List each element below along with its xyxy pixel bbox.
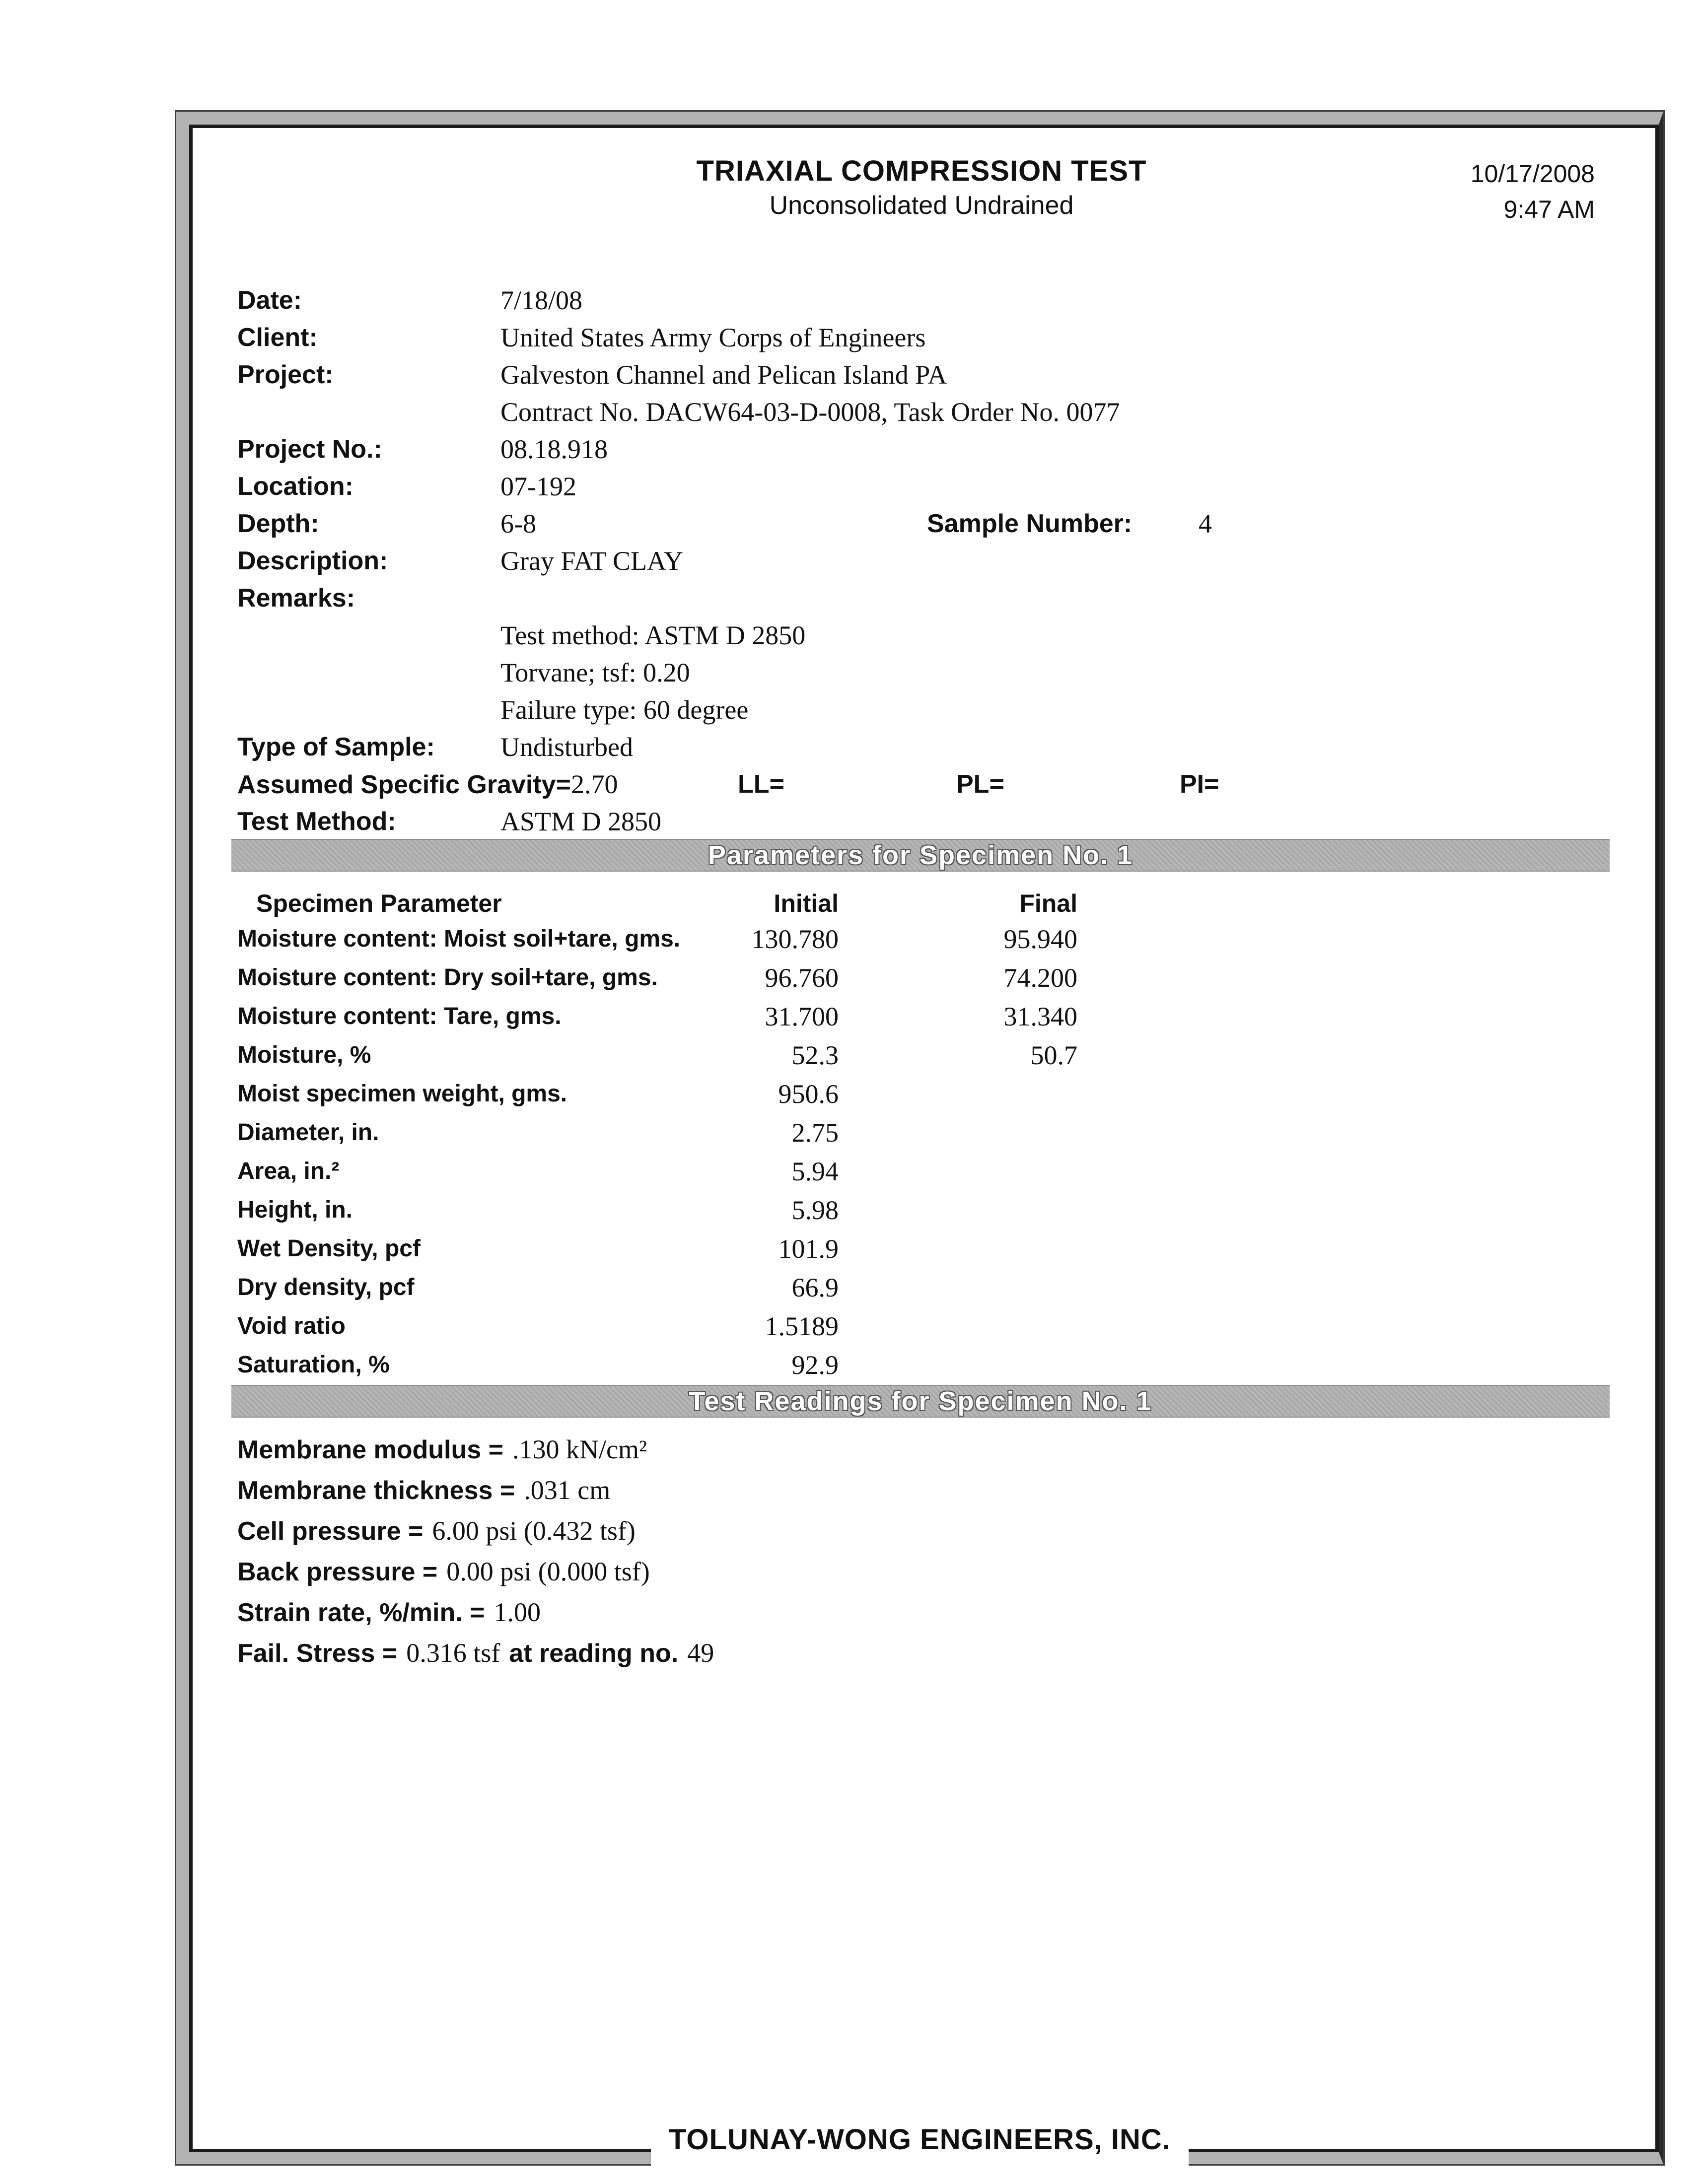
initial-value: 2.75 — [791, 1118, 839, 1148]
field-project-contract — [237, 397, 1598, 433]
field-client — [237, 323, 1598, 358]
column-header-initial: Initial — [774, 889, 839, 917]
sample-number-value: 4 — [1199, 509, 1212, 539]
final-value: 50.7 — [1030, 1040, 1077, 1070]
specific-gravity — [237, 769, 618, 800]
field-value: Contract No. DACW64-03-D-0008, Task Order No. 0077 — [500, 397, 1120, 427]
page-title: TRIAXIAL COMPRESSION TEST — [696, 155, 1147, 187]
parameter-name: Moisture content: Moist soil+tare, gms. — [237, 926, 681, 952]
table-row — [237, 1002, 1389, 1038]
field-date — [237, 285, 1598, 321]
table-row — [237, 1195, 1389, 1232]
reading-label: Fail. Stress = — [237, 1639, 398, 1668]
field-value: Undisturbed — [500, 732, 633, 762]
field-value: Gray FAT CLAY — [500, 546, 684, 576]
field-label: Date: — [237, 286, 302, 315]
parameter-name: Wet Density, pcf — [237, 1235, 421, 1262]
reading-row — [237, 1434, 647, 1465]
field-label: Location: — [237, 472, 354, 501]
field-value: 08.18.918 — [500, 434, 608, 464]
field-failure-type-note — [237, 695, 1598, 731]
field-value: ASTM D 2850 — [500, 807, 662, 836]
initial-value: 92.9 — [791, 1350, 839, 1380]
field-value: 7/18/08 — [500, 285, 583, 315]
reading-value: 6.00 psi (0.432 tsf) — [432, 1516, 636, 1546]
reading-label: Back pressure = — [237, 1558, 438, 1586]
field-label: Project No.: — [237, 435, 382, 464]
parameter-name: Dry density, pcf — [237, 1274, 415, 1300]
final-value: 74.200 — [1003, 963, 1077, 993]
initial-value: 31.700 — [765, 1002, 839, 1031]
field-label: Test Method: — [237, 807, 396, 836]
field-location — [237, 472, 1598, 507]
pl-label: PL= — [956, 770, 1004, 799]
field-value: Test method: ASTM D 2850 — [500, 620, 806, 650]
field-test-method — [237, 807, 1598, 842]
ll-label: LL= — [738, 770, 784, 799]
column-header-final: Final — [1019, 889, 1077, 917]
initial-value: 950.6 — [778, 1079, 839, 1109]
initial-value: 5.98 — [791, 1195, 839, 1225]
final-value: 31.340 — [1003, 1002, 1077, 1031]
parameter-name: Area, in.² — [237, 1158, 340, 1184]
initial-value: 101.9 — [778, 1234, 839, 1264]
parameter-name: Height, in. — [237, 1197, 353, 1223]
field-label: Depth: — [237, 509, 319, 538]
specific-gravity-value: 2.70 — [570, 769, 618, 799]
reading-value: .130 kN/cm² — [512, 1434, 647, 1464]
table-row — [237, 1118, 1389, 1155]
table-row — [237, 1040, 1389, 1077]
reading-row — [237, 1597, 541, 1628]
reading-row — [237, 1557, 650, 1587]
field-value: Galveston Channel and Pelican Island PA — [500, 360, 947, 390]
initial-value: 130.780 — [751, 924, 839, 954]
footer — [176, 2117, 1663, 2166]
reading-value: 1.00 — [494, 1597, 541, 1627]
parameter-name: Moisture content: Dry soil+tare, gms. — [237, 964, 658, 991]
reading-label: Cell pressure = — [237, 1517, 424, 1546]
field-torvane-note — [237, 658, 1598, 693]
table-row — [237, 1350, 1389, 1387]
section-banner-parameters: Parameters for Specimen No. 1 — [231, 839, 1610, 872]
field-value: 6-8 — [500, 509, 536, 539]
field-value: 07-192 — [500, 472, 576, 501]
table-row — [237, 963, 1389, 1000]
reading-value: 0.00 psi (0.000 tsf) — [446, 1557, 650, 1586]
table-row — [237, 924, 1389, 961]
print-datetime — [1311, 156, 1595, 227]
reading-label: Strain rate, %/min. = — [237, 1598, 485, 1627]
field-project-no — [237, 434, 1598, 470]
reading-label: Membrane modulus = — [237, 1435, 503, 1464]
initial-value: 96.760 — [765, 963, 839, 993]
field-label: Type of Sample: — [237, 733, 435, 761]
table-row — [237, 1157, 1389, 1193]
field-specific-gravity — [237, 769, 1598, 805]
reading-row — [237, 1516, 636, 1546]
initial-value: 1.5189 — [765, 1311, 839, 1341]
table-row — [237, 1234, 1389, 1271]
reading-value: 0.316 tsf — [406, 1638, 500, 1668]
section-banner-readings: Test Readings for Specimen No. 1 — [231, 1385, 1610, 1418]
initial-value: 52.3 — [791, 1040, 839, 1070]
field-test-method-note — [237, 620, 1598, 656]
field-remarks — [237, 583, 1598, 619]
field-value: Failure type: 60 degree — [500, 695, 749, 725]
page-subtitle: Unconsolidated Undrained — [769, 191, 1074, 220]
parameter-name: Diameter, in. — [237, 1119, 379, 1146]
field-depth — [237, 509, 1598, 545]
parameter-name: Void ratio — [237, 1313, 346, 1339]
parameter-name: Moisture content: Tare, gms. — [237, 1003, 562, 1029]
table-row — [237, 1273, 1389, 1309]
report-header — [574, 153, 1269, 221]
field-label: Client: — [237, 323, 318, 352]
table-row — [237, 1079, 1389, 1116]
initial-value: 66.9 — [791, 1273, 839, 1302]
final-value: 95.940 — [1003, 924, 1077, 954]
initial-value: 5.94 — [791, 1157, 839, 1186]
table-row — [237, 1311, 1389, 1348]
reading-row — [237, 1475, 610, 1505]
reading-value: .031 cm — [524, 1475, 611, 1505]
sample-number-label: Sample Number: — [927, 509, 1133, 538]
parameter-name: Moisture, % — [237, 1042, 371, 1068]
pi-label: PI= — [1180, 770, 1219, 799]
field-type-of-sample — [237, 732, 1598, 768]
footer-company: TOLUNAY-WONG ENGINEERS, INC. — [651, 2117, 1189, 2166]
table-header-row — [237, 888, 1389, 925]
field-value: United States Army Corps of Engineers — [500, 323, 926, 352]
print-time: 9:47 AM — [1503, 196, 1595, 223]
reading-row-fail-stress — [237, 1638, 714, 1668]
field-label: Description: — [237, 546, 388, 575]
reading-label: Membrane thickness = — [237, 1476, 515, 1505]
reading-value-2: 49 — [687, 1638, 714, 1668]
parameter-name: Saturation, % — [237, 1352, 390, 1378]
field-label: Remarks: — [237, 584, 355, 613]
field-value: Torvane; tsf: 0.20 — [500, 658, 690, 687]
print-date: 10/17/2008 — [1470, 160, 1595, 188]
field-description — [237, 546, 1598, 582]
field-label: Project: — [237, 360, 334, 389]
field-project — [237, 360, 1598, 396]
reading-label-2: at reading no. — [509, 1639, 679, 1668]
column-header-parameter: Specimen Parameter — [256, 889, 502, 917]
specific-gravity-label: Assumed Specific Gravity= — [237, 770, 571, 799]
parameter-name: Moist specimen weight, gms. — [237, 1081, 567, 1107]
